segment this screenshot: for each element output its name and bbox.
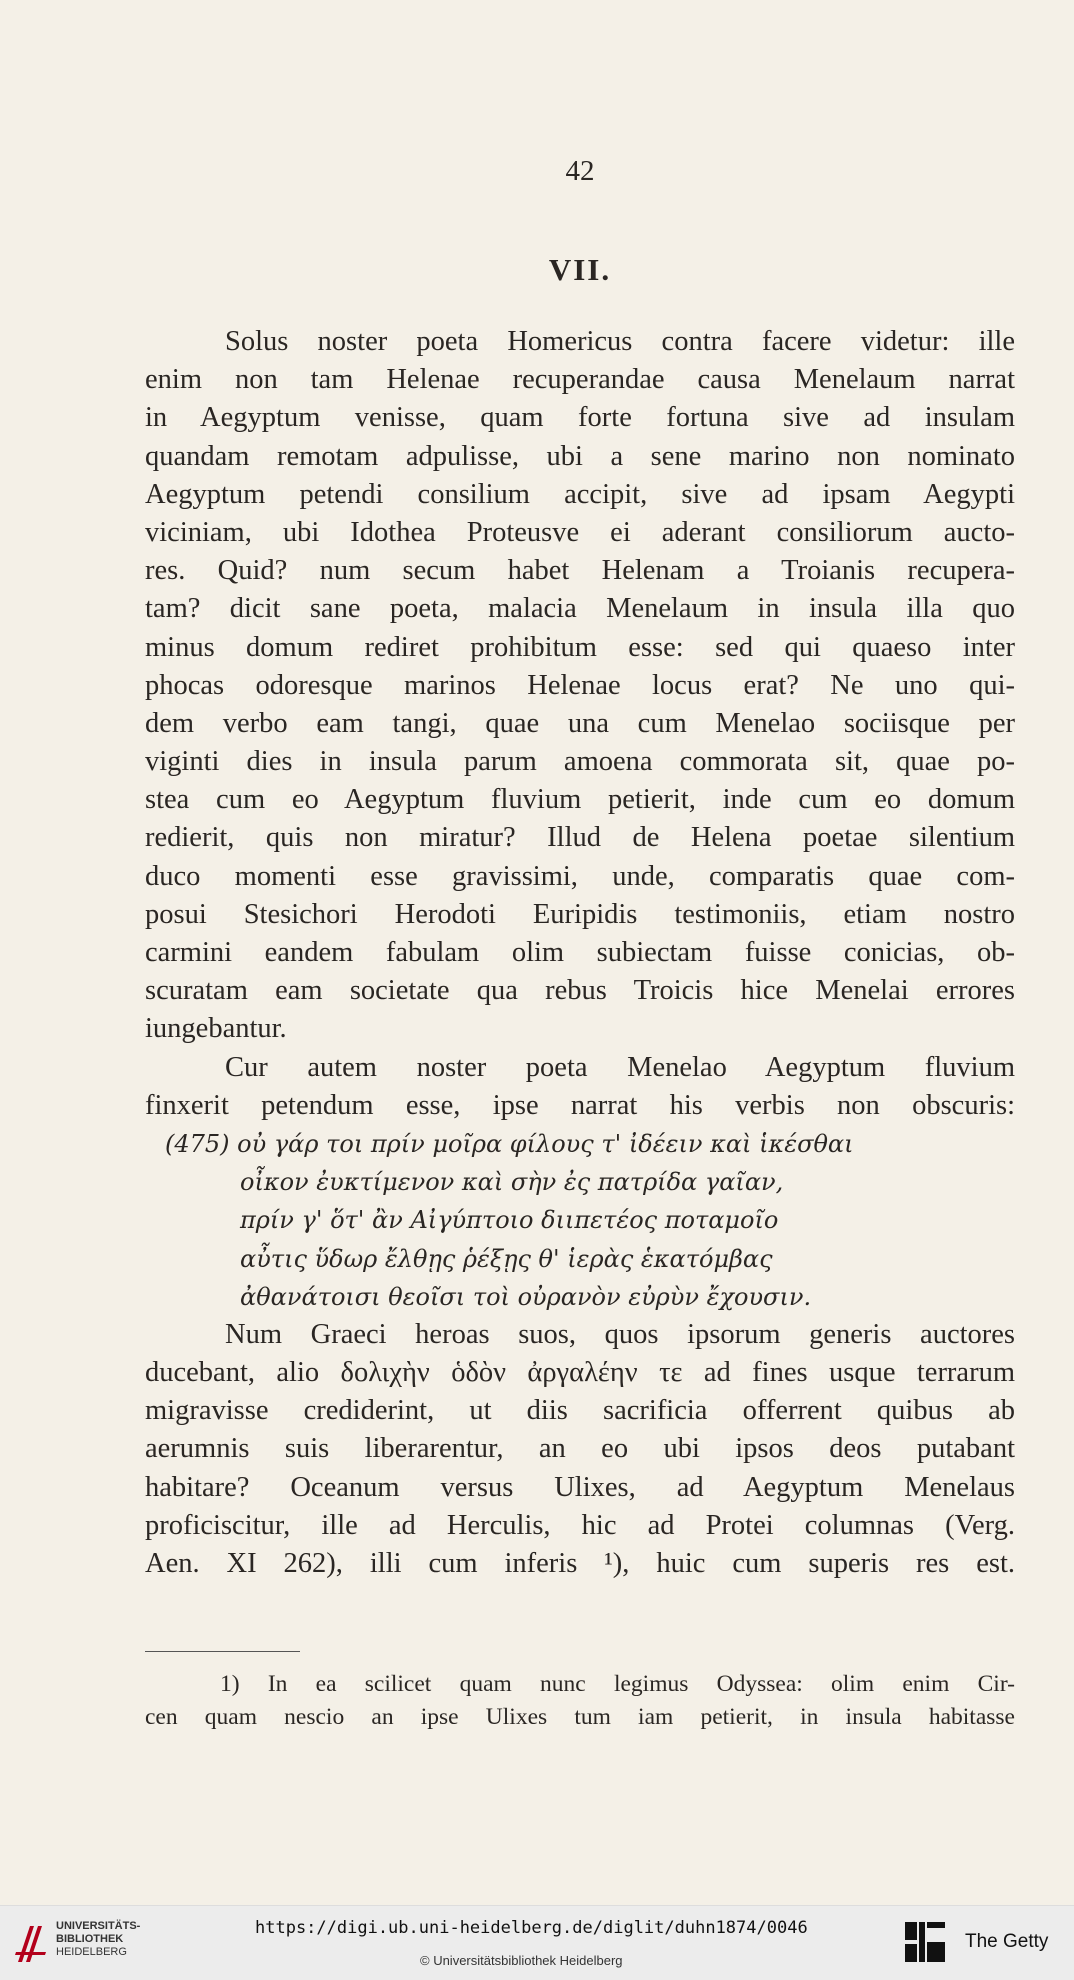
footnote-line: 1) In ea scilicet quam nunc legimus Odyssea: olim enim Cir-: [220, 1671, 1015, 1697]
verse-line: αὖτις ὕδωρ ἔλθῃς ῥέξῃς θ' ἱερὰς ἑκατόμβας: [240, 1244, 773, 1273]
text-line: viciniam, ubi Idothea Proteusve ei aderant consiliorum aucto-: [145, 516, 1015, 548]
section-heading: VII.: [548, 252, 612, 287]
text-line: aerumnis suis liberarentur, an eo ubi ipsos deos putabant: [145, 1433, 1015, 1465]
university-library-logo-icon: [14, 1922, 48, 1966]
text-line: migravisse crediderint, ut diis sacrificia offerrent quibus ab: [145, 1395, 1015, 1427]
text-line: stea cum eo Aegyptum fluvium petierit, inde cum eo domum: [145, 784, 1015, 816]
text-line: carmini eandem fabulam olim subiectam fuisse conicias, ob-: [145, 937, 1015, 968]
text-line: duco momenti esse gravissimi, unde, comparatis quae com-: [145, 860, 1015, 892]
permalink-url[interactable]: https://digi.ub.uni-heidelberg.de/diglit/duhn1874/0046: [255, 1918, 808, 1938]
text-line: in Aegyptum venisse, quam forte fortuna sive ad insulam: [145, 402, 1015, 434]
text-line: Aegyptum petendi consilium accipit, sive ad ipsam Aegypti: [145, 478, 1015, 510]
sponsor-name: The Getty: [965, 1931, 1049, 1952]
footnote-line: cen quam nescio an ipse Ulixes tum iam petierit, in insula habitasse: [145, 1704, 1015, 1730]
text-line: Cur autem noster poeta Menelao Aegyptum fluvium: [225, 1051, 1015, 1083]
text-line: Solus noster poeta Homericus contra facere videtur: ille: [225, 326, 1015, 357]
text-line: Num Graeci heroas suos, quos ipsorum generis auctores: [225, 1318, 1015, 1350]
copyright-notice: © Universitätsbibliothek Heidelberg: [420, 1953, 623, 1968]
text-line: tam? dicit sane poeta, malacia Menelaum in insula illa quo: [145, 593, 1015, 625]
text-line: dem verbo eam tangi, quae una cum Menelao sociisque per: [145, 707, 1015, 739]
text-line: minus domum rediret prohibitum esse: sed qui quaeso inter: [145, 631, 1015, 663]
page-number: 42: [565, 155, 595, 187]
viewer-footer: [0, 1905, 1074, 1980]
text-line: quandam remotam adpulisse, ubi a sene marino non nominato: [145, 440, 1015, 472]
footnote-divider: [145, 1651, 300, 1652]
library-name: UNIVERSITÄTS- BIBLIOTHEK HEIDELBERG: [56, 1920, 141, 1958]
text-line: iungebantur.: [145, 1013, 287, 1045]
body-text: [145, 323, 1015, 1583]
text-line: redierit, quis non miratur? Illud de Helena poetae silentium: [145, 822, 1015, 854]
footnote: [145, 1668, 1015, 1734]
text-line: scuratam eam societate qua rebus Troicis hice Menelai errores: [145, 975, 1015, 1007]
text-line: viginti dies in insula parum amoena commorata sit, quae po-: [145, 746, 1015, 778]
text-line: enim non tam Helenae recuperandae causa Menelaum narrat: [145, 364, 1015, 396]
text-line: Aen. XI 262), illi cum inferis ¹), huic cum superis res est.: [145, 1548, 1015, 1579]
text-line: proficiscitur, ille ad Herculis, hic ad Protei columnas (Verg.: [145, 1509, 1015, 1541]
getty-logo-icon: [903, 1920, 947, 1964]
text-line: ducebant, alio δολιχὴν ὁδὸν ἀργαλέην τε ad fines usque terrarum: [145, 1357, 1015, 1389]
verse-line: (475) οὐ γάρ τοι πρίν μοῖρα φίλους τ' ἰδέειν καὶ ἱκέσθαι: [165, 1129, 854, 1158]
text-line: habitare? Oceanum versus Ulixes, ad Aegyptum Menelaus: [145, 1471, 1015, 1503]
verse-line: ἀθανάτοισι θεοῖσι τοὶ οὐρανὸν εὐρὺν ἔχουσιν.: [240, 1282, 812, 1311]
text-line: finxerit petendum esse, ipse narrat his verbis non obscuris:: [145, 1089, 1015, 1121]
text-line: posui Stesichori Herodoti Euripidis testimoniis, etiam nostro: [145, 898, 1015, 930]
verse-line: οἶκον ἐυκτίμενον καὶ σὴν ἐς πατρίδα γαῖαν,: [240, 1168, 784, 1197]
text-line: phocas odoresque marinos Helenae locus erat? Ne uno qui-: [145, 669, 1015, 701]
text-line: res. Quid? num secum habet Helenam a Troianis recupera-: [145, 555, 1015, 587]
verse-line: πρίν γ' ὅτ' ἂν Αἰγύπτοιο διιπετέος ποταμοῖο: [240, 1206, 779, 1235]
